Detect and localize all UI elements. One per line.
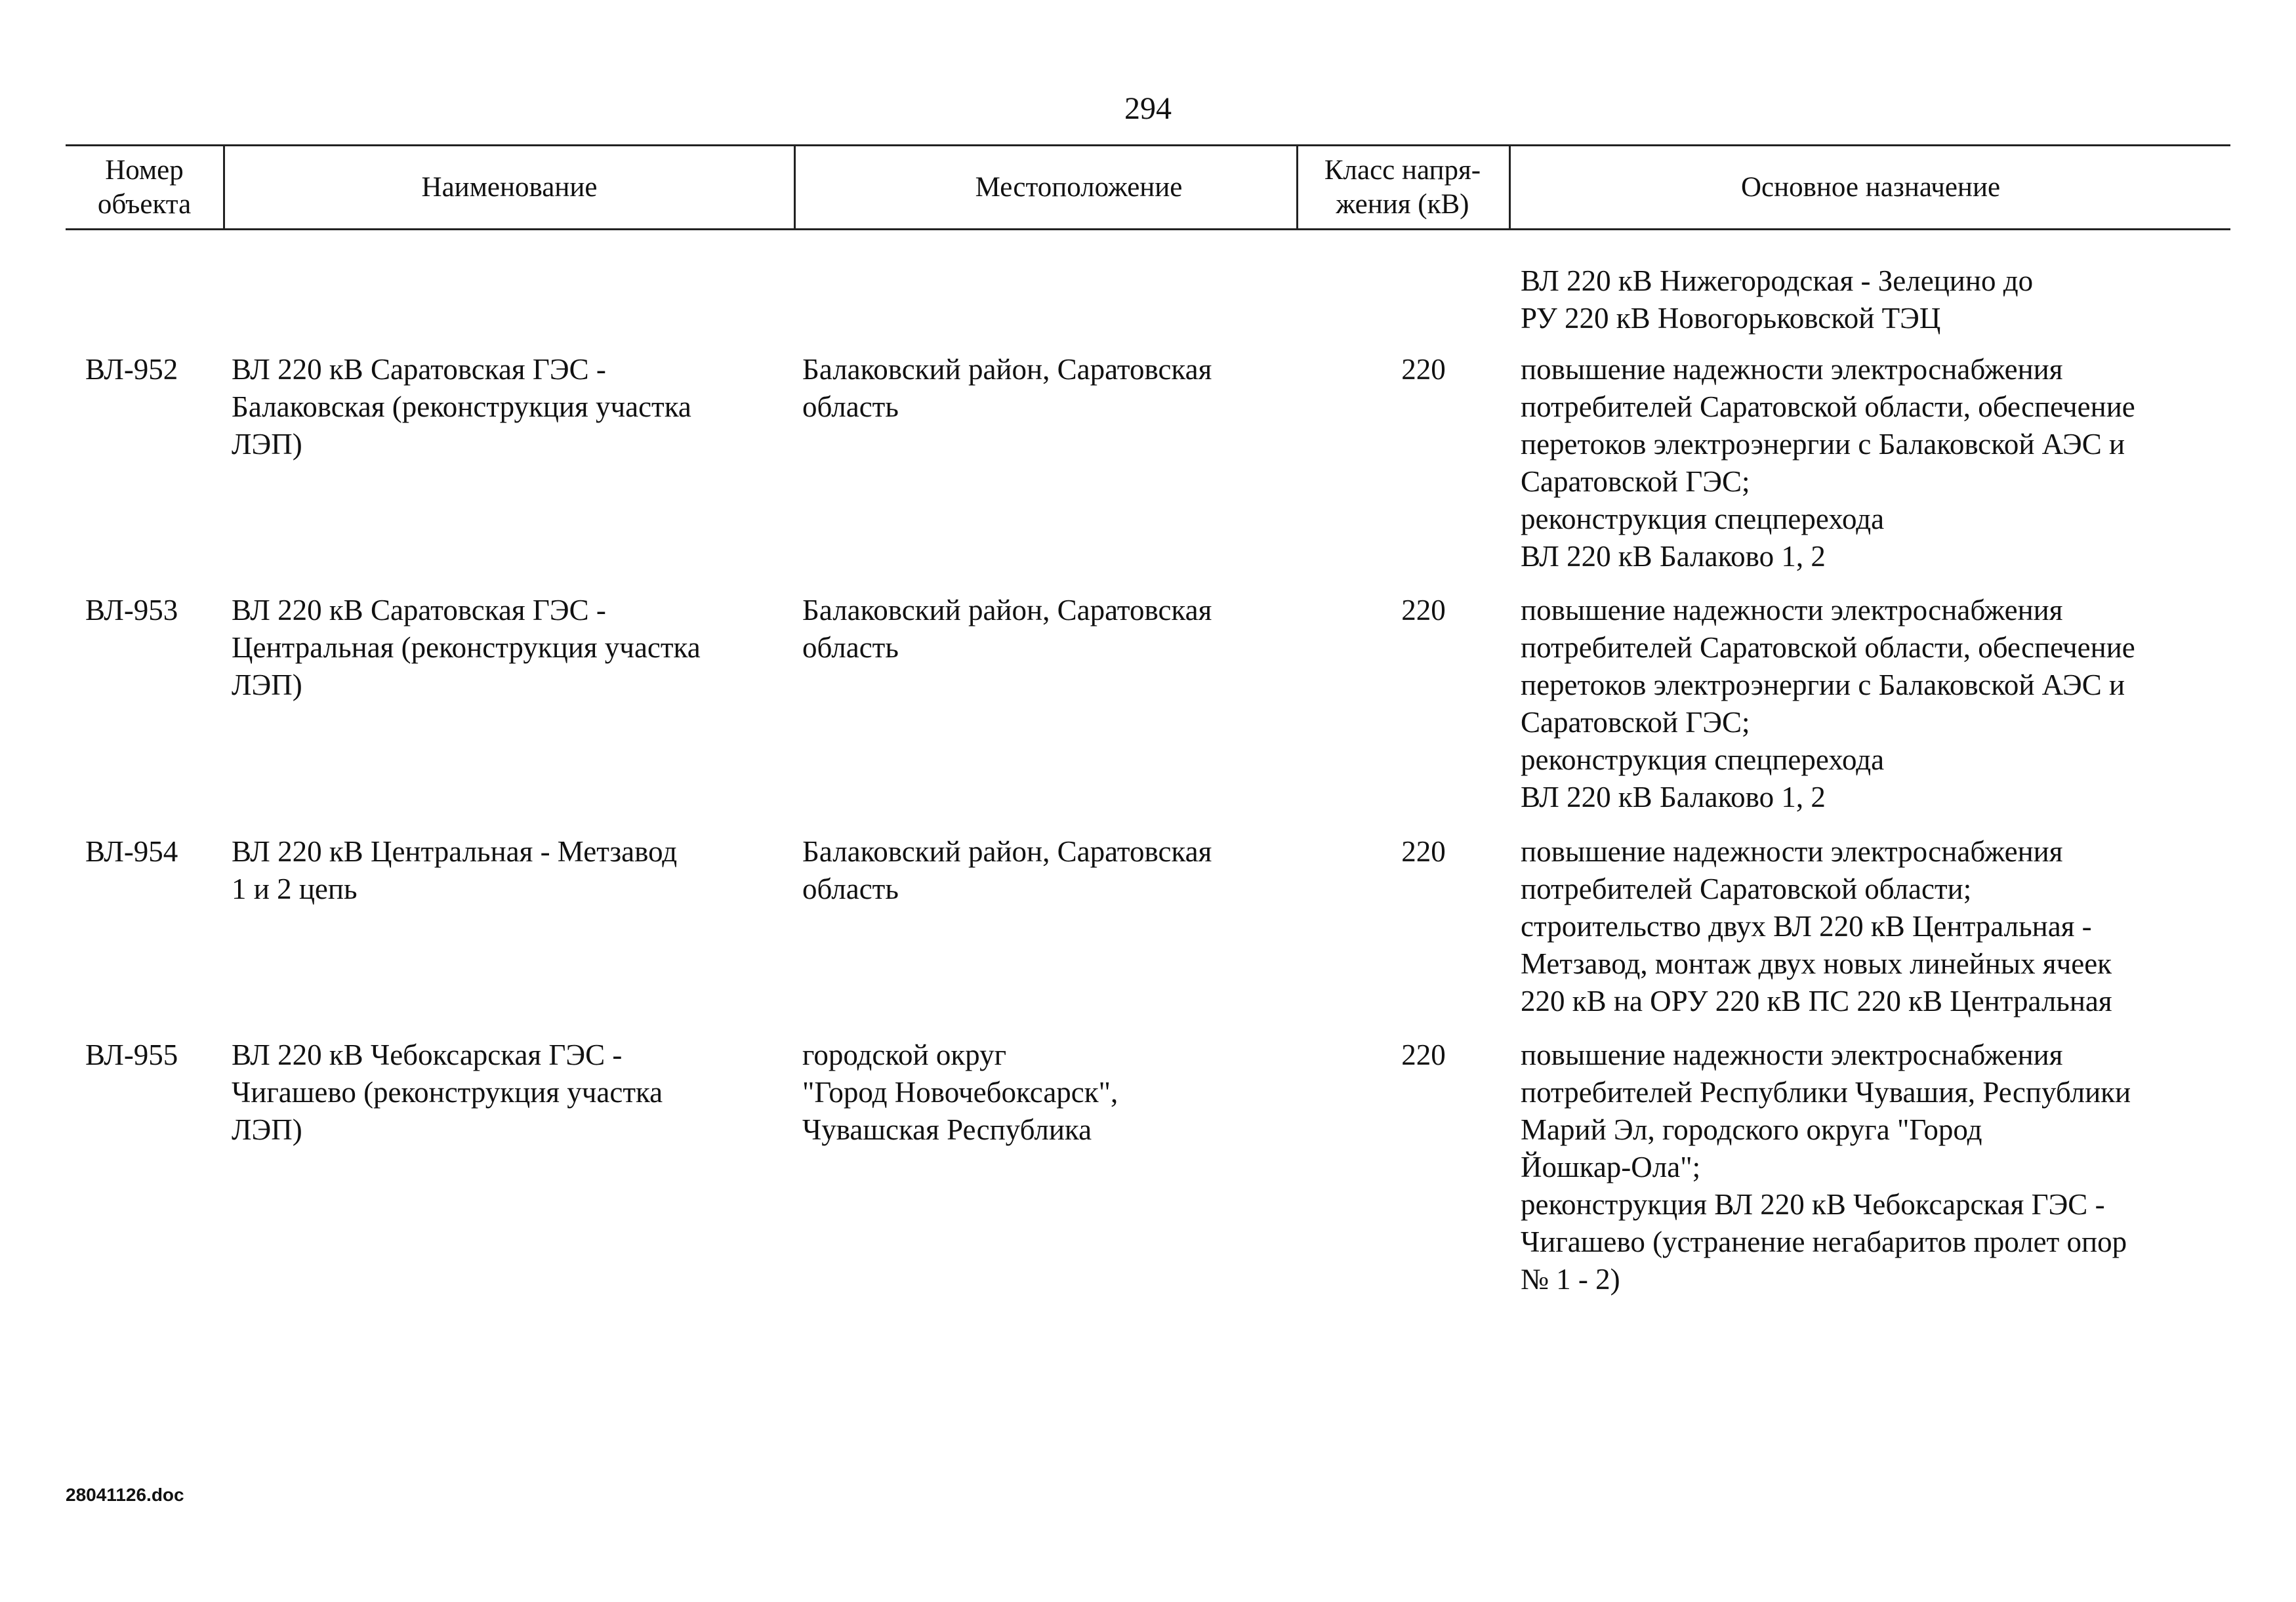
object-number: ВЛ-955	[85, 1038, 178, 1071]
object-purpose: повышение надежности электроснабжения потребителей Саратовской области, обеспечение перетоков электроэнергии с Балаковской АЭС и Саратовской ГЭС; реконструкция спецперехода ВЛ 220 кВ Балаково 1, 2	[1521, 594, 2135, 813]
page-number: 294	[1124, 91, 1172, 126]
document-filename: 28041126.doc	[66, 1485, 184, 1505]
object-purpose: повышение надежности электроснабжения потребителей Саратовской области, обеспечение перетоков электроэнергии с Балаковской АЭС и Саратовской ГЭС; реконструкция спецперехода ВЛ 220 кВ Балаково 1, 2	[1521, 353, 2135, 573]
object-location: Балаковский район, Саратовская область	[802, 353, 1212, 423]
object-voltage: 220	[1401, 353, 1446, 386]
object-name: ВЛ 220 кВ Саратовская ГЭС - Центральная (реконструкция участка ЛЭП)	[232, 594, 701, 701]
object-location: Балаковский район, Саратовская область	[802, 594, 1212, 664]
object-name: ВЛ 220 кВ Саратовская ГЭС - Балаковская (реконструкция участка ЛЭП)	[232, 353, 691, 461]
header-number: Номер объекта	[97, 154, 192, 220]
object-voltage: 220	[1401, 1038, 1446, 1071]
object-number: ВЛ-953	[85, 594, 178, 626]
object-voltage: 220	[1401, 835, 1446, 868]
object-purpose: повышение надежности электроснабжения потребителей Саратовской области; строительство двух ВЛ 220 кВ Центральная - Метзавод, монтаж двух новых линейных ячеек 220 кВ на ОРУ 220 кВ ПС 220 кВ Центральная	[1521, 835, 2112, 1017]
object-number: ВЛ-954	[85, 835, 178, 868]
object-name: ВЛ 220 кВ Чебоксарская ГЭС - Чигашево (реконструкция участка ЛЭП)	[232, 1038, 663, 1146]
header-location: Местоположение	[975, 171, 1183, 203]
continuation-purpose: ВЛ 220 кВ Нижегородская - Зелецино до РУ 220 кВ Новогорьковской ТЭЦ	[1521, 264, 2034, 335]
header-purpose: Основное назначение	[1740, 171, 2001, 203]
object-location: Балаковский район, Саратовская область	[802, 835, 1212, 905]
header-name: Наименование	[421, 171, 598, 203]
object-name: ВЛ 220 кВ Центральная - Метзавод 1 и 2 цепь	[232, 835, 678, 905]
object-location: городской округ "Город Новочебоксарск", Чувашская Республика	[802, 1038, 1118, 1146]
table-header	[66, 144, 2230, 230]
object-purpose: повышение надежности электроснабжения потребителей Республики Чувашия, Республики Марий Эл, городского округа "Город Йошкар-Ола"; реконструкция ВЛ 220 кВ Чебоксарская ГЭС - Чигашево (устранение негабаритов пролет опор № 1 - 2)	[1521, 1038, 2131, 1296]
object-voltage: 220	[1401, 594, 1446, 626]
header-voltage: Класс напря- жения (кВ)	[1324, 154, 1481, 220]
object-number: ВЛ-952	[85, 353, 178, 386]
